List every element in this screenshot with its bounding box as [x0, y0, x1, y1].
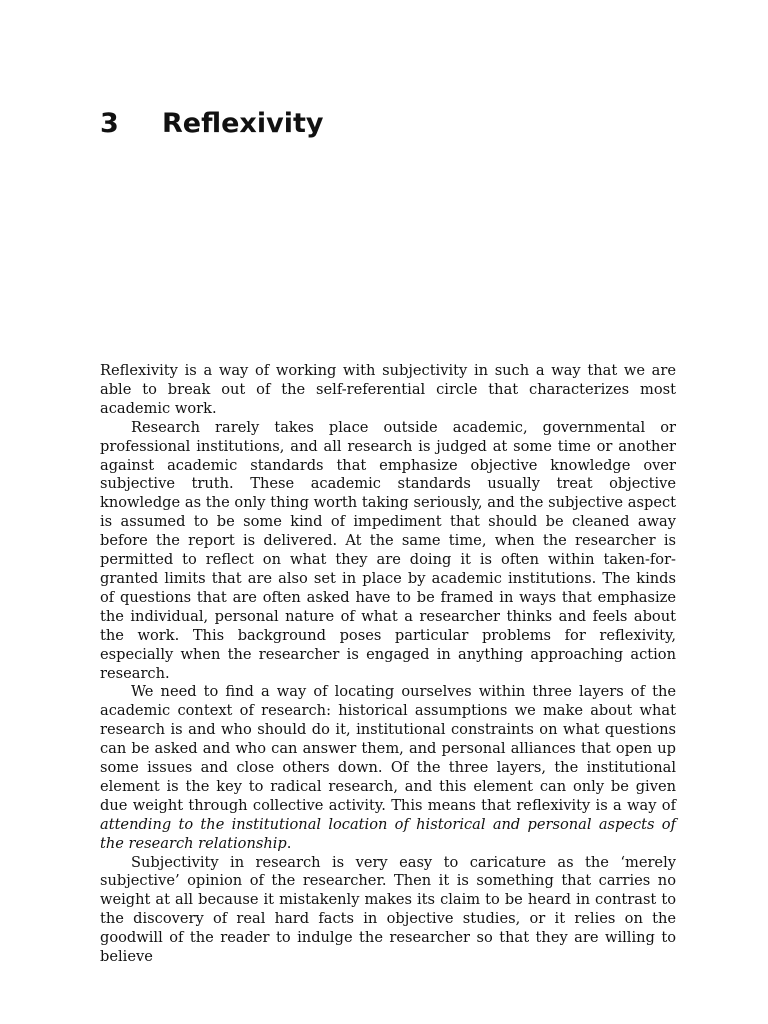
paragraph-3-emphasis: attending to the institutional location of historical and personal aspects of the research relationship [100, 815, 676, 852]
paragraph-2: Research rarely takes place outside academic, governmental or professional institutions, and all research is judged at some time or another against academic standards that emphasize objective knowledge over subjective truth. These academic standards usually treat objective knowledge as the only thing worth taking seriously, and the subjective aspect is assumed to be some kind of impediment that should be cleaned away before the report is delivered. At the same time, when the researcher is permitted to reflect on what they are doing it is often within taken-for-granted limits that are also set in place by academic institutions. The kinds of questions that are often asked have to be framed in ways that emphasize the individual, personal nature of what a researcher thinks and feels about the work. This background poses particular problems for reflexivity, especially when the researcher is engaged in anything approaching action research. [100, 418, 676, 682]
paragraph-4: Subjectivity in research is very easy to caricature as the ‘merely subjective’ opinion of the researcher. Then it is something that carries no weight at all because it mistakenly makes its claim to be heard in contrast to the discovery of real hard facts in objective studies, or it relies on the goodwill of the reader to indulge the researcher so that they are willing to believe [100, 853, 676, 966]
chapter-heading [100, 105, 323, 143]
paragraph-1: Reflexivity is a way of working with subjectivity in such a way that we are able to break out of the self-referential circle that characterizes most academic work. [100, 362, 676, 417]
paragraph-3 [100, 683, 676, 853]
chapter-body [100, 362, 676, 967]
chapter-title: Reflexivity [162, 108, 324, 139]
paragraph-3-text: We need to find a way of locating ourselves within three layers of the academic context of research: historical assumptions we make about what research is and who should do it, institutional constraints on what questions can be asked and who can answer them, and personal alliances that open up some issues and close others down. Of the three layers, the institutional element is the key to radical research, and this element can only be given due weight through collective activity. This means that reflexivity is a way of [100, 683, 676, 814]
paragraph-3-end: . [286, 834, 292, 852]
chapter-number: 3 [100, 108, 119, 139]
